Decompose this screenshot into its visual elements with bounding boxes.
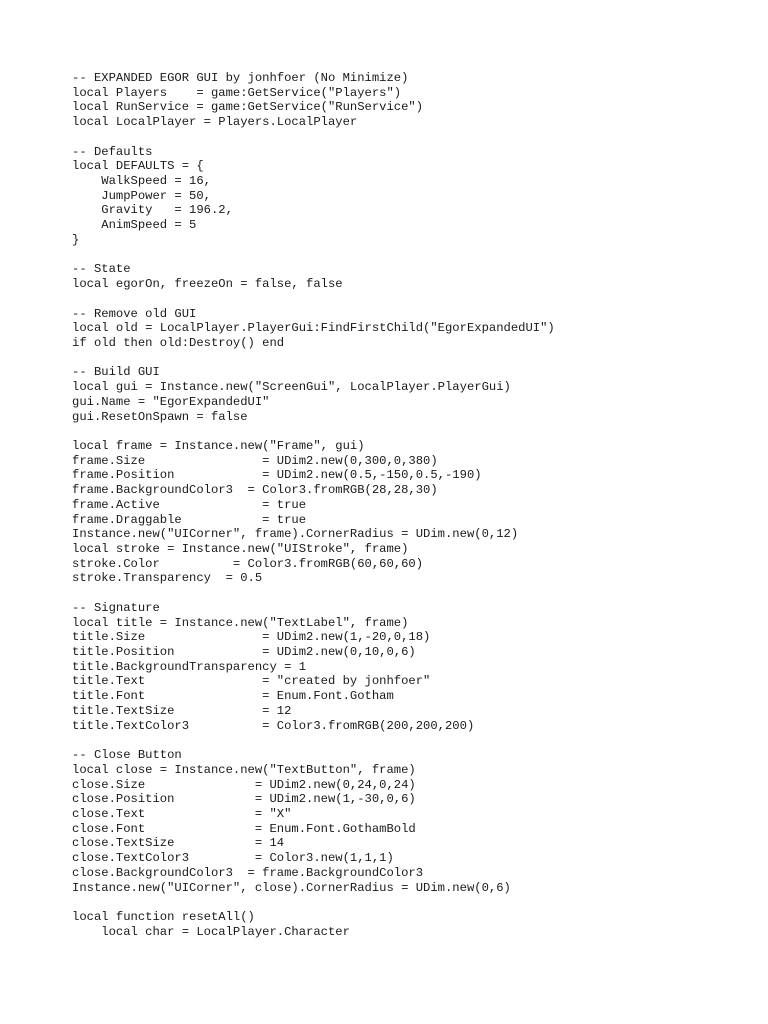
code-listing: -- EXPANDED EGOR GUI by jonhfoer (No Minimize) local Players = game:GetService("Players") local RunService = game:GetService("RunService") local LocalPlayer = Players.LocalPlayer -- Defaults local DEFAULTS = { WalkSpeed = 16, JumpPower = 50, Gravity = 196.2, AnimSpeed = 5 } -- State local egorOn, freezeOn = false, false -- Remove old GUI local old = LocalPlayer.PlayerGui:FindFirstChild("EgorExpandedUI") if old then old:Destroy() end -- Build GUI local gui = Instance.new("ScreenGui", LocalPlayer.PlayerGui) gui.Name = "EgorExpandedUI" gui.ResetOnSpawn = false local frame = Instance.new("Frame", gui) frame.Size = UDim2.new(0,300,0,380) frame.Position = UDim2.new(0.5,-150,0.5,-190) frame.BackgroundColor3 = Color3.fromRGB(28,28,30) frame.Active = true frame.Draggable = true Instance.new("UICorner", frame).CornerRadius = UDim.new(0,12) local stroke = Instance.new("UIStroke", frame) stroke.Color = Color3.fromRGB(60,60,60) stroke.Transparency = 0.5 -- Signature local title = Instance.new("TextLabel", frame) title.Size = UDim2.new(1,-20,0,18) title.Position = UDim2.new(0,10,0,6) title.BackgroundTransparency = 1 title.Text = "created by jonhfoer" title.Font = Enum.Font.Gotham title.TextSize = 12 title.TextColor3 = Color3.fromRGB(200,200,200) -- Close Button local close = Instance.new("TextButton", frame) close.Size = UDim2.new(0,24,0,24) close.Position = UDim2.new(1,-30,0,6) close.Text = "X" close.Font = Enum.Font.GothamBold close.TextSize = 14 close.TextColor3 = Color3.new(1,1,1) close.BackgroundColor3 = frame.BackgroundColor3 Instance.new("UICorner", close).CornerRadius = UDim.new(0,6) local function resetAll() local char = LocalPlayer.Character (72, 71, 555, 939)
